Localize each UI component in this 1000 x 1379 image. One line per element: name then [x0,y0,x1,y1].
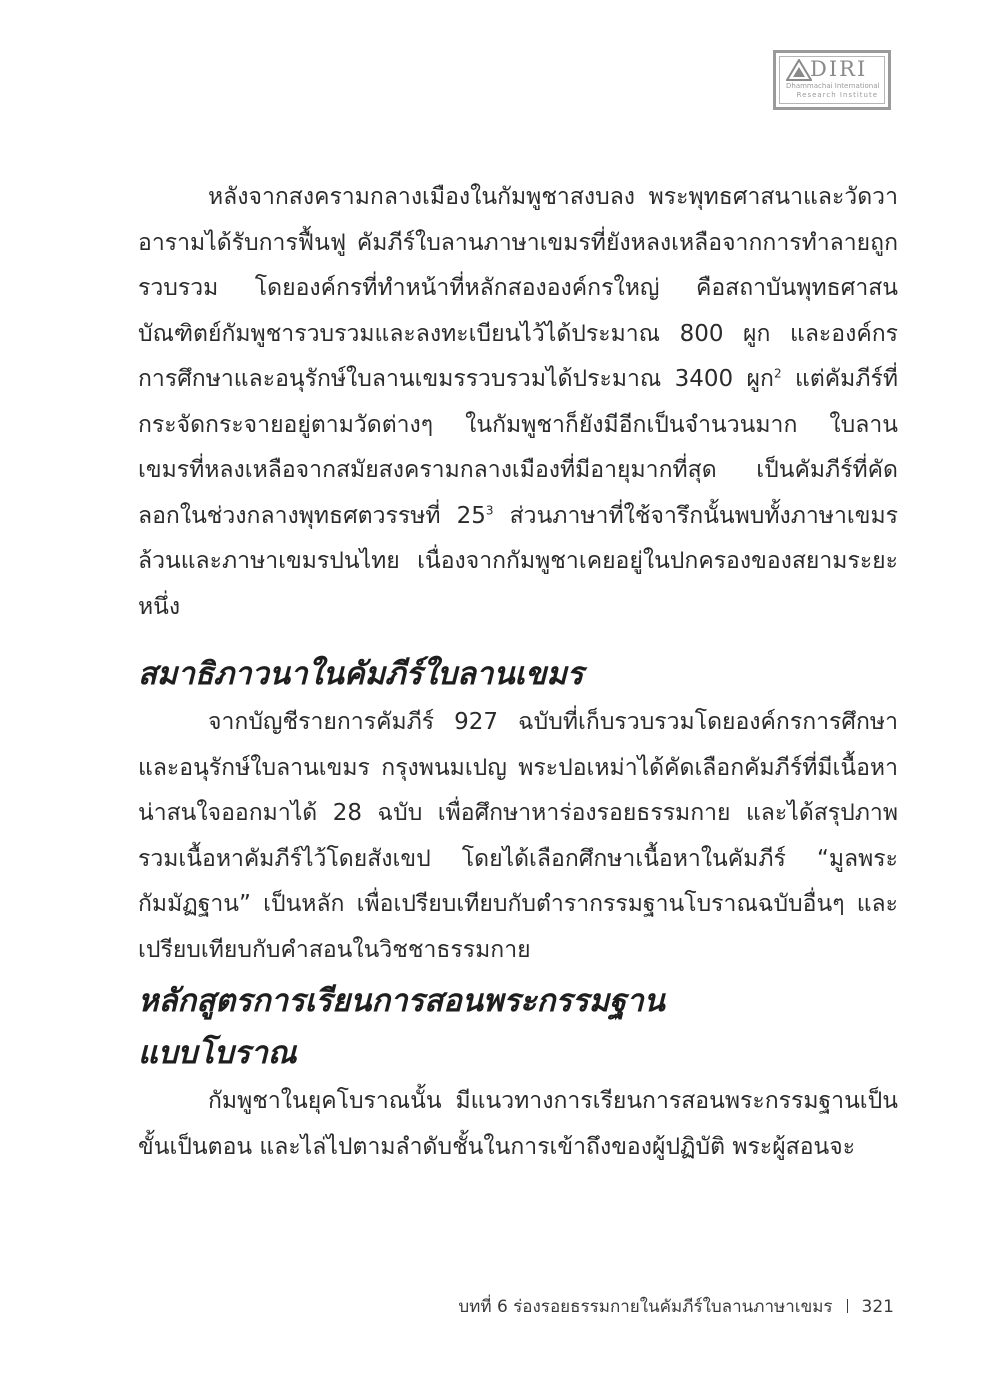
footnote-ref-3: 3 [485,502,494,517]
footer-chapter-title: บทที่ 6 ร่องรอยธรรมกายในคัมภีร์ใบลานภาษาเขมร [458,1297,833,1317]
section-heading-meditation: สมาธิภาวนาในคัมภีร์ใบลานเขมร [138,656,584,692]
page-body [138,175,898,1170]
paragraph-intro-part-c: ส่วนภาษาที่ใช้จารึกนั้นพบทั้งภาษาเขมรล้วนและภาษาเขมรปนไทย เนื่องจากกัมพูชาเคยอยู่ในปกครองของสยามระยะหนึ่ง [138,502,898,620]
page-number: 321 [861,1297,894,1317]
paragraph-intro-part-b: แต่คัมภีร์ที่กระจัดกระจายอยู่ตามวัดต่างๆ ในกัมพูชาก็ยังมีอีกเป็นจำนวนมาก ใบลานเขมรที่หลงเหลือจากสมัยสงครามกลางเมืองที่มีอายุมากที่สุด เป็นคัมภีร์ที่คัดลอกในช่วงกลางพุทธศตวรรษที่ 25 [138,366,898,529]
paragraph-manuscripts: จากบัญชีรายการคัมภีร์ 927 ฉบับที่เก็บรวบรวมโดยองค์กรการศึกษาและอนุรักษ์ใบลานเขมร กรุงพนมเปญ พระปอเหม่าได้คัดเลือกคัมภีร์ที่มีเนื้อหาน่าสนใจออกมาได้ 28 ฉบับ เพื่อศึกษาหาร่องรอยธรรมกาย และได้สรุปภาพรวมเนื้อหาคัมภีร์ไว้โดยสังเขป โดยได้เลือกศึกษาเนื้อหาในคัมภีร์ “มูลพระกัมมัฏฐาน” เป็นหลัก เพื่อเปรียบเทียบกับตำรากรรมฐานโบราณฉบับอื่นๆ และเปรียบเทียบกับคำสอนในวิชชาธรรมกาย [138,709,898,963]
paragraph-intro [138,175,898,630]
section-heading-curriculum [138,975,898,1079]
triangle-logo-icon [786,59,812,81]
logo-subtitle-line1: Dhammachai International [786,82,880,90]
paragraph-ancient-teaching: กัมพูชาในยุคโบราณนั้น มีแนวทางการเรียนการสอนพระกรรมฐานเป็นขั้นเป็นตอน และไล่ไปตามลำดับชั้นในการเข้าถึงของผู้ปฏิบัติ พระผู้สอนจะ [138,1088,898,1160]
section-heading-curriculum-line1: หลักสูตรการเรียนการสอนพระกรรมฐาน [138,983,665,1019]
section-heading-curriculum-line2: แบบโบราณ [138,1035,297,1071]
diri-logo [773,50,891,110]
logo-wordmark: DIRI [810,57,868,81]
logo-subtitle-line2: Research Institute [796,91,878,99]
footer-separator [847,1299,848,1313]
paragraph-intro-part-a: หลังจากสงครามกลางเมืองในกัมพูชาสงบลง พระพุทธศาสนาและวัดวาอารามได้รับการฟื้นฟู คัมภีร์ใบลานภาษาเขมรที่ยังหลงเหลือจากการทำลายถูกรวบรวม โดยองค์กรที่ทำหน้าที่หลักสององค์กรใหญ่ คือสถาบันพุทธศาสนบัณฑิตย์กัมพูชารวบรวมและลงทะเบียนไว้ได้ประมาณ 800 ผูก และองค์กรการศึกษาและอนุรักษ์ใบลานเขมรรวบรวมได้ประมาณ 3400 ผูก [138,184,898,392]
footnote-ref-2: 2 [773,366,782,381]
page-footer [458,1293,894,1320]
